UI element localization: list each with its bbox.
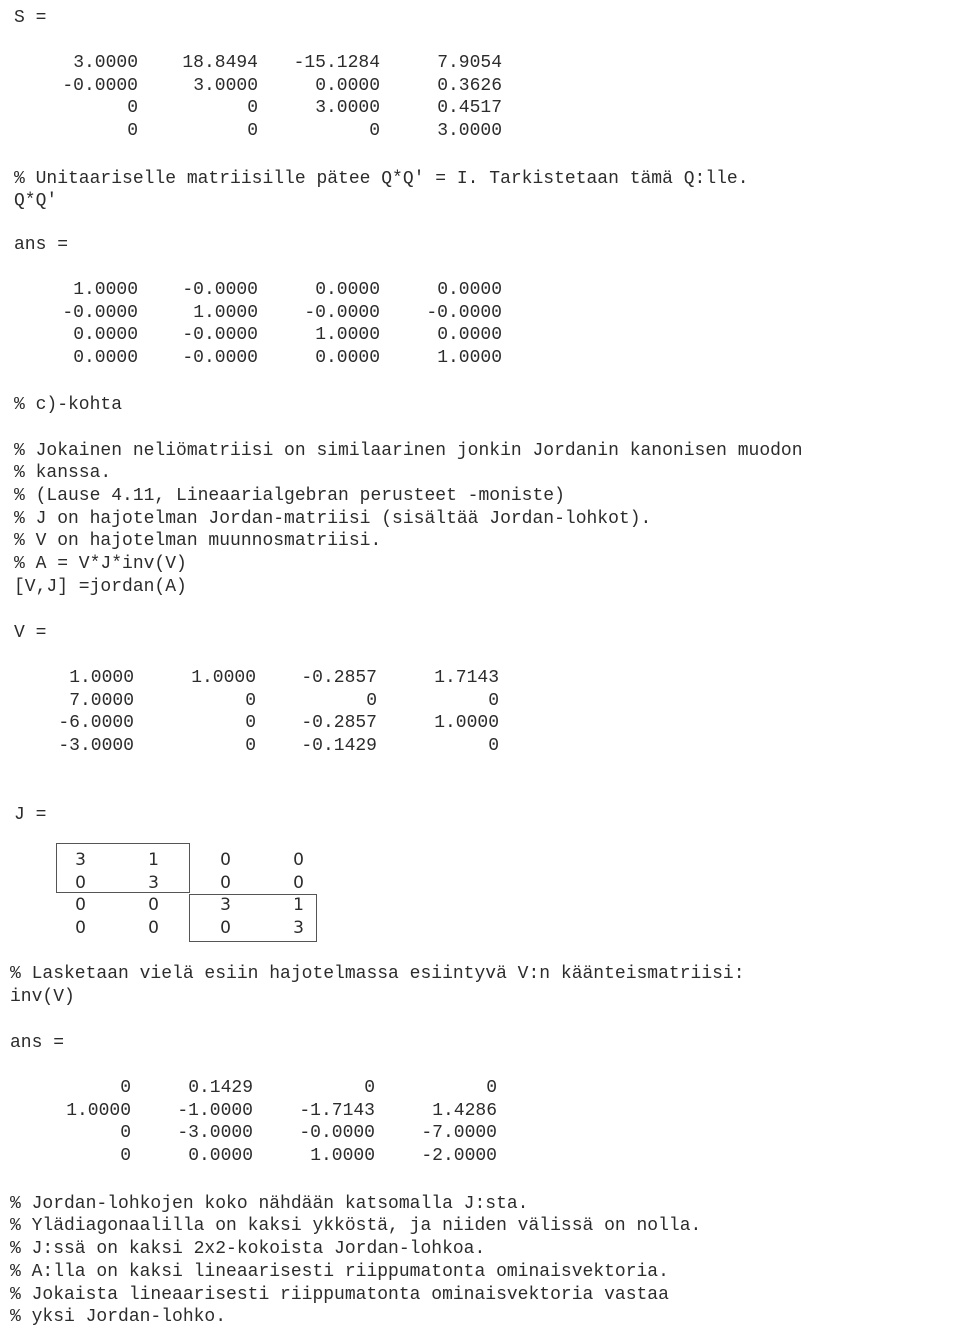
matrix-cell: 0 <box>245 713 256 734</box>
command-qq: Q*Q' <box>14 191 58 211</box>
matrix-cell: -0.2857 <box>301 713 377 734</box>
matrix-cell: 0.0000 <box>315 347 380 368</box>
s-label: S = <box>14 8 47 28</box>
matrix-cell: 18.8494 <box>182 53 258 73</box>
matrix-cell: -0.1429 <box>301 735 377 756</box>
matrix-cell: 1.0000 <box>310 1145 375 1166</box>
matrix-cell: 0 <box>245 735 256 756</box>
matrix-cell: 0 <box>486 1078 497 1098</box>
comment-line: % (Lause 4.11, Lineaarialgebran perusteet -moniste) <box>14 486 565 506</box>
matrix-cell: -0.0000 <box>426 302 502 323</box>
matrix-cell: 0.0000 <box>315 280 380 300</box>
matrix-cell: 0 <box>293 850 304 870</box>
matrix-cell: 0 <box>148 895 159 916</box>
j-label: J = <box>14 805 47 825</box>
matrix-cell: 0 <box>488 690 499 711</box>
comment-line: % yksi Jordan-lohko. <box>10 1307 227 1327</box>
matrix-cell: -1.7143 <box>299 1100 375 1121</box>
matrix-cell: -6.0000 <box>58 713 134 734</box>
matrix-cell: 1.0000 <box>66 1100 131 1121</box>
matrix-cell: 3 <box>75 850 86 870</box>
matrix-cell: 0.1429 <box>188 1078 253 1098</box>
matrix-cell: -3.0000 <box>58 735 134 756</box>
matrix-cell: -2.0000 <box>421 1145 497 1166</box>
matrix-cell: 0 <box>120 1123 131 1144</box>
matrix-cell: 0 <box>75 917 86 938</box>
comment-unitary: % Unitaariselle matriisille pätee Q*Q' = I. Tarkistetaan tämä Q:lle. <box>14 169 749 189</box>
matrix-cell: 0.0000 <box>315 75 380 96</box>
ans2-label: ans = <box>10 1033 65 1053</box>
matrix-cell: 0 <box>148 917 159 938</box>
command-jordan: [V,J] =jordan(A) <box>14 577 187 597</box>
matrix-cell: 0 <box>127 98 138 119</box>
comment-inverse: % Lasketaan vielä esiin hajotelmassa esiintyvä V:n käänteismatriisi: <box>10 964 745 984</box>
matrix-cell: -0.0000 <box>182 325 258 346</box>
matrix-cell: 3.0000 <box>315 98 380 119</box>
matrix-cell: 1 <box>148 850 159 870</box>
comment-line: % kanssa. <box>14 463 112 483</box>
v-label: V = <box>14 623 47 643</box>
matrix-cell: 0.0000 <box>188 1145 253 1166</box>
matrix-cell: 1.0000 <box>69 668 134 688</box>
matrix-cell: 0 <box>75 872 86 893</box>
comment-line: % A = V*J*inv(V) <box>14 554 187 574</box>
matrix-cell: -0.0000 <box>304 302 380 323</box>
matrix-cell: 1.0000 <box>437 347 502 368</box>
matrix-cell: -0.0000 <box>182 280 258 300</box>
matrix-cell: 0 <box>366 690 377 711</box>
matrix-cell: 0 <box>120 1078 131 1098</box>
matrix-cell: 0 <box>120 1145 131 1166</box>
matrix-cell: 3.0000 <box>73 53 138 73</box>
matrix-cell: 0 <box>220 872 231 893</box>
matrix-cell: -0.2857 <box>301 668 377 688</box>
matrix-cell: 3.0000 <box>193 75 258 96</box>
matrix-cell: 0 <box>220 917 231 938</box>
matrix-cell: 7.9054 <box>437 53 502 73</box>
matrix-cell: 3 <box>220 895 231 916</box>
matrix-cell: 0.0000 <box>437 280 502 300</box>
matrix-cell: -0.0000 <box>299 1123 375 1144</box>
matrix-cell: 0.4517 <box>437 98 502 119</box>
matrix-cell: 0.0000 <box>437 325 502 346</box>
matrix-cell: 3 <box>148 872 159 893</box>
matrix-cell: 3.0000 <box>437 120 502 141</box>
matrix-cell: 0 <box>127 120 138 141</box>
matrix-cell: 0 <box>247 98 258 119</box>
matrix-cell: 1.0000 <box>434 713 499 734</box>
ans1-label: ans = <box>14 235 69 255</box>
matrix-cell: 0 <box>364 1078 375 1098</box>
comment-line: % Ylädiagonaalilla on kaksi ykköstä, ja niiden välissä on nolla. <box>10 1216 702 1236</box>
matrix-cell: 0.3626 <box>437 75 502 96</box>
matrix-cell: 0 <box>293 872 304 893</box>
matrix-cell: -0.0000 <box>62 302 138 323</box>
matrix-cell: 1.7143 <box>434 668 499 688</box>
matrix-cell: 7.0000 <box>69 690 134 711</box>
matrix-cell: -7.0000 <box>421 1123 497 1144</box>
matrix-cell: 0 <box>247 120 258 141</box>
matrix-cell: 0.0000 <box>73 347 138 368</box>
matrix-cell: 1.4286 <box>432 1100 497 1121</box>
matrix-cell: -0.0000 <box>182 347 258 368</box>
comment-line: % J:ssä on kaksi 2x2-kokoista Jordan-lohkoa. <box>10 1239 486 1259</box>
matrix-cell: -15.1284 <box>293 53 380 73</box>
matrix-cell: 3 <box>293 917 304 938</box>
matrix-cell: 1 <box>293 895 304 916</box>
matrix-cell: 0 <box>220 850 231 870</box>
comment-part-c: % c)-kohta <box>14 395 123 415</box>
comment-line: % Jordan-lohkojen koko nähdään katsomalla J:sta. <box>10 1194 529 1214</box>
comment-line: % A:lla on kaksi lineaarisesti riippumatonta ominaisvektoria. <box>10 1262 669 1282</box>
matrix-cell: 1.0000 <box>193 302 258 323</box>
comment-line: % V on hajotelman muunnosmatriisi. <box>14 531 382 551</box>
comment-line: % Jokaista lineaarisesti riippumatonta ominaisvektoria vastaa <box>10 1285 669 1305</box>
matrix-cell: 0 <box>245 690 256 711</box>
matrix-cell: 0 <box>75 895 86 916</box>
matrix-cell: 1.0000 <box>73 280 138 300</box>
comment-line: % Jokainen neliömatriisi on similaarinen jonkin Jordanin kanonisen muodon <box>14 441 803 461</box>
matrix-cell: 1.0000 <box>191 668 256 688</box>
matrix-cell: -0.0000 <box>62 75 138 96</box>
comment-line: % J on hajotelman Jordan-matriisi (sisältää Jordan-lohkot). <box>14 509 652 529</box>
matrix-cell: 1.0000 <box>315 325 380 346</box>
matrix-cell: 0.0000 <box>73 325 138 346</box>
command-inv: inv(V) <box>10 987 75 1007</box>
matrix-cell: 0 <box>369 120 380 141</box>
matrix-cell: 0 <box>488 735 499 756</box>
matrix-cell: -1.0000 <box>177 1100 253 1121</box>
matrix-cell: -3.0000 <box>177 1123 253 1144</box>
